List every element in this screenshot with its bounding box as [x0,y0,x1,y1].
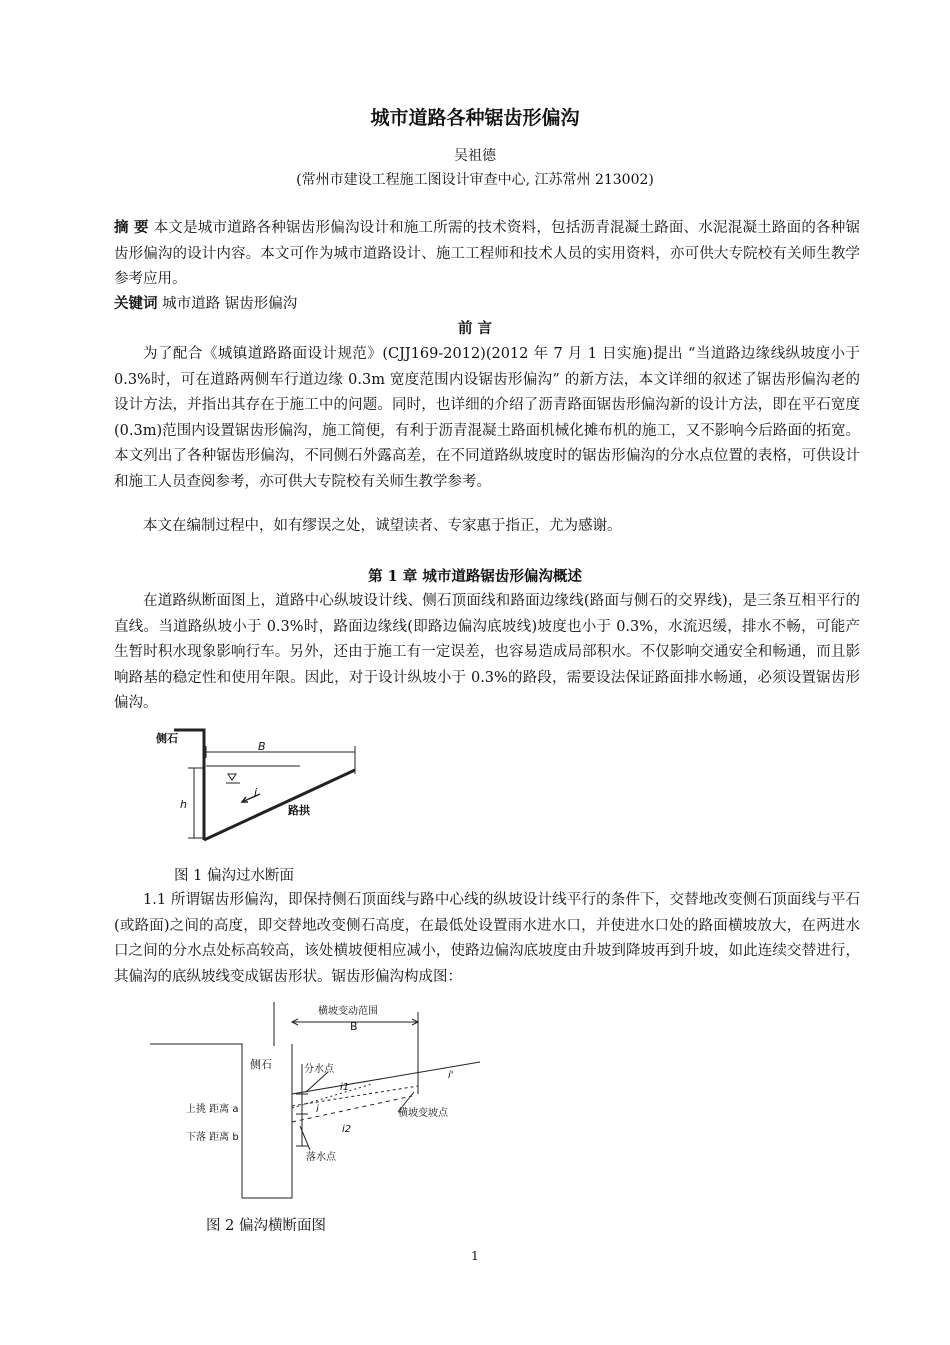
ground-and-curb-left [150,1044,242,1198]
figure2-label-i: i [316,1104,319,1115]
section-1-1-paragraph: 1.1 所谓锯齿形偏沟，即保持侧石顶面线与路中心线的纵坡设计线平行的条件下，交替地改变侧石顶面线与平石(或路面)之间的高度，即交替地改变侧石高度，在最低处设置雨水进水口，并使进水口处的路面横坡放大，在两进水口之间的分水点处标高较高，该处横坡便相应减小，使路边偏沟底坡度由升坡到降坡再到升坡，如此连续交替进行，其偏沟的底纵坡线变成锯齿形状。锯齿形偏沟构成图： [114,892,860,985]
figure2-label-i-prime: i' [448,1070,454,1081]
figure2-label-divide: 分水点 [304,1064,334,1075]
water-level-icon [228,774,236,780]
figure1-label-crown: 路拱 [288,804,310,817]
figure2-label-curb: 侧石 [250,1058,272,1071]
figure2-label-raise: 上挑 距离 a [186,1104,239,1115]
preface-heading: 前 言 [457,320,493,337]
preface-paragraph-2: 本文在编制过程中，如有缪误之处，诚望读者、专家惠于指正，尤为感谢。 [143,518,622,534]
curb-outline [174,730,204,840]
author-name: 吴祖德 [454,148,496,164]
chapter1-heading: 第 1 章 城市道路锯齿形偏沟概述 [368,568,582,585]
abstract-label: 摘 要 [114,219,149,236]
document-title: 城市道路各种锯齿形偏沟 [370,107,580,129]
figure1-caption: 图 1 偏沟过水断面 [174,868,294,884]
figure2-caption: 图 2 偏沟横断面图 [206,1218,326,1234]
figure1-gutter-section-diagram [150,728,360,848]
figure2-label-range: 横坡变动范围 [318,1006,378,1017]
keywords-text: 城市道路 锯齿形偏沟 [162,296,298,312]
abstract-text: 本文是城市道路各种锯齿形偏沟设计和施工所需的技术资料，包括沥青混凝土路面、水泥混凝土路面的各种锯齿形偏沟的设计内容。本文可作为城市道路设计、施工工程师和技术人员的实用资料，亦可供大专院校有关师生教学参考应用。 [114,220,860,287]
keywords-label: 关键词 [114,295,158,312]
keywords-block [114,291,860,318]
figure1-label-slope: i [254,786,258,799]
figure2-label-i2: i2 [342,1124,352,1135]
figure1-label-width: B [258,740,266,753]
figure2-label-drop: 下落 距离 b [186,1132,239,1143]
figure2-gutter-cross-section-diagram [150,1002,490,1202]
figure1-label-height: h [180,798,187,811]
slope-line-i2 [292,1096,412,1122]
page-number: 1 [471,1249,479,1263]
pavement-crossfall-line [204,770,355,840]
divide-leader [306,1072,328,1092]
abstract-block [114,215,860,293]
figure1-label-curb: 侧石 [156,732,178,745]
preface-paragraph-1: 为了配合《城镇道路路面设计规范》(CJJ169-2012)(2012 年 7 月 1 日实施)提出 “当道路边缘线纵坡度小于 0.3%时，可在道路两侧车行道边缘 0.3m 宽度范围内设锯齿形偏沟” 的新方法，本文详细的叙述了锯齿形偏沟老的设计方法，并指出其存在于施工中的问题。同时，也详细的介绍了沥青路面锯齿形偏沟新的设计方法，即在平石宽度(0.3m)范围内设置锯齿形偏沟，施工简便，有利于沥青混凝土路面机械化摊布机的施工，又不影响今后路面的拓宽。本文列出了各种锯齿形偏沟，不同侧石外露高差，在不同道路纵坡度时的锯齿形偏沟的分水点位置的表格，可供设计和施工人员查阅参考，亦可供大专院校有关师生教学参考。 [114,346,860,490]
figure2-label-inlet: 落水点 [306,1152,336,1163]
author-affiliation: (常州市建设工程施工图设计审查中心, 江苏常州 213002) [296,172,654,188]
chapter1-paragraph: 在道路纵断面图上，道路中心纵坡设计线、侧石顶面线和路面边缘线(路面与侧石的交界线)，是三条互相平行的直线。当道路纵坡小于 0.3%时，路面边缘线(即路边偏沟底坡线)坡度也小于 0.3%，水流迟缓，排水不畅，可能产生暂时积水现象影响行车。另外，还由于施工有一定误差，也容易造成局部积水。不仅影响交通安全和畅通，而且影响路基的稳定性和使用年限。因此，对于设计纵坡小于 0.3%的路段，需要设法保证路面排水畅通，必须设置锯齿形偏沟。 [114,593,860,711]
figure2-label-width: B [350,1020,358,1033]
figure2-label-change: 横坡变坡点 [398,1108,448,1119]
figure2-label-i1: i1 [340,1082,350,1093]
